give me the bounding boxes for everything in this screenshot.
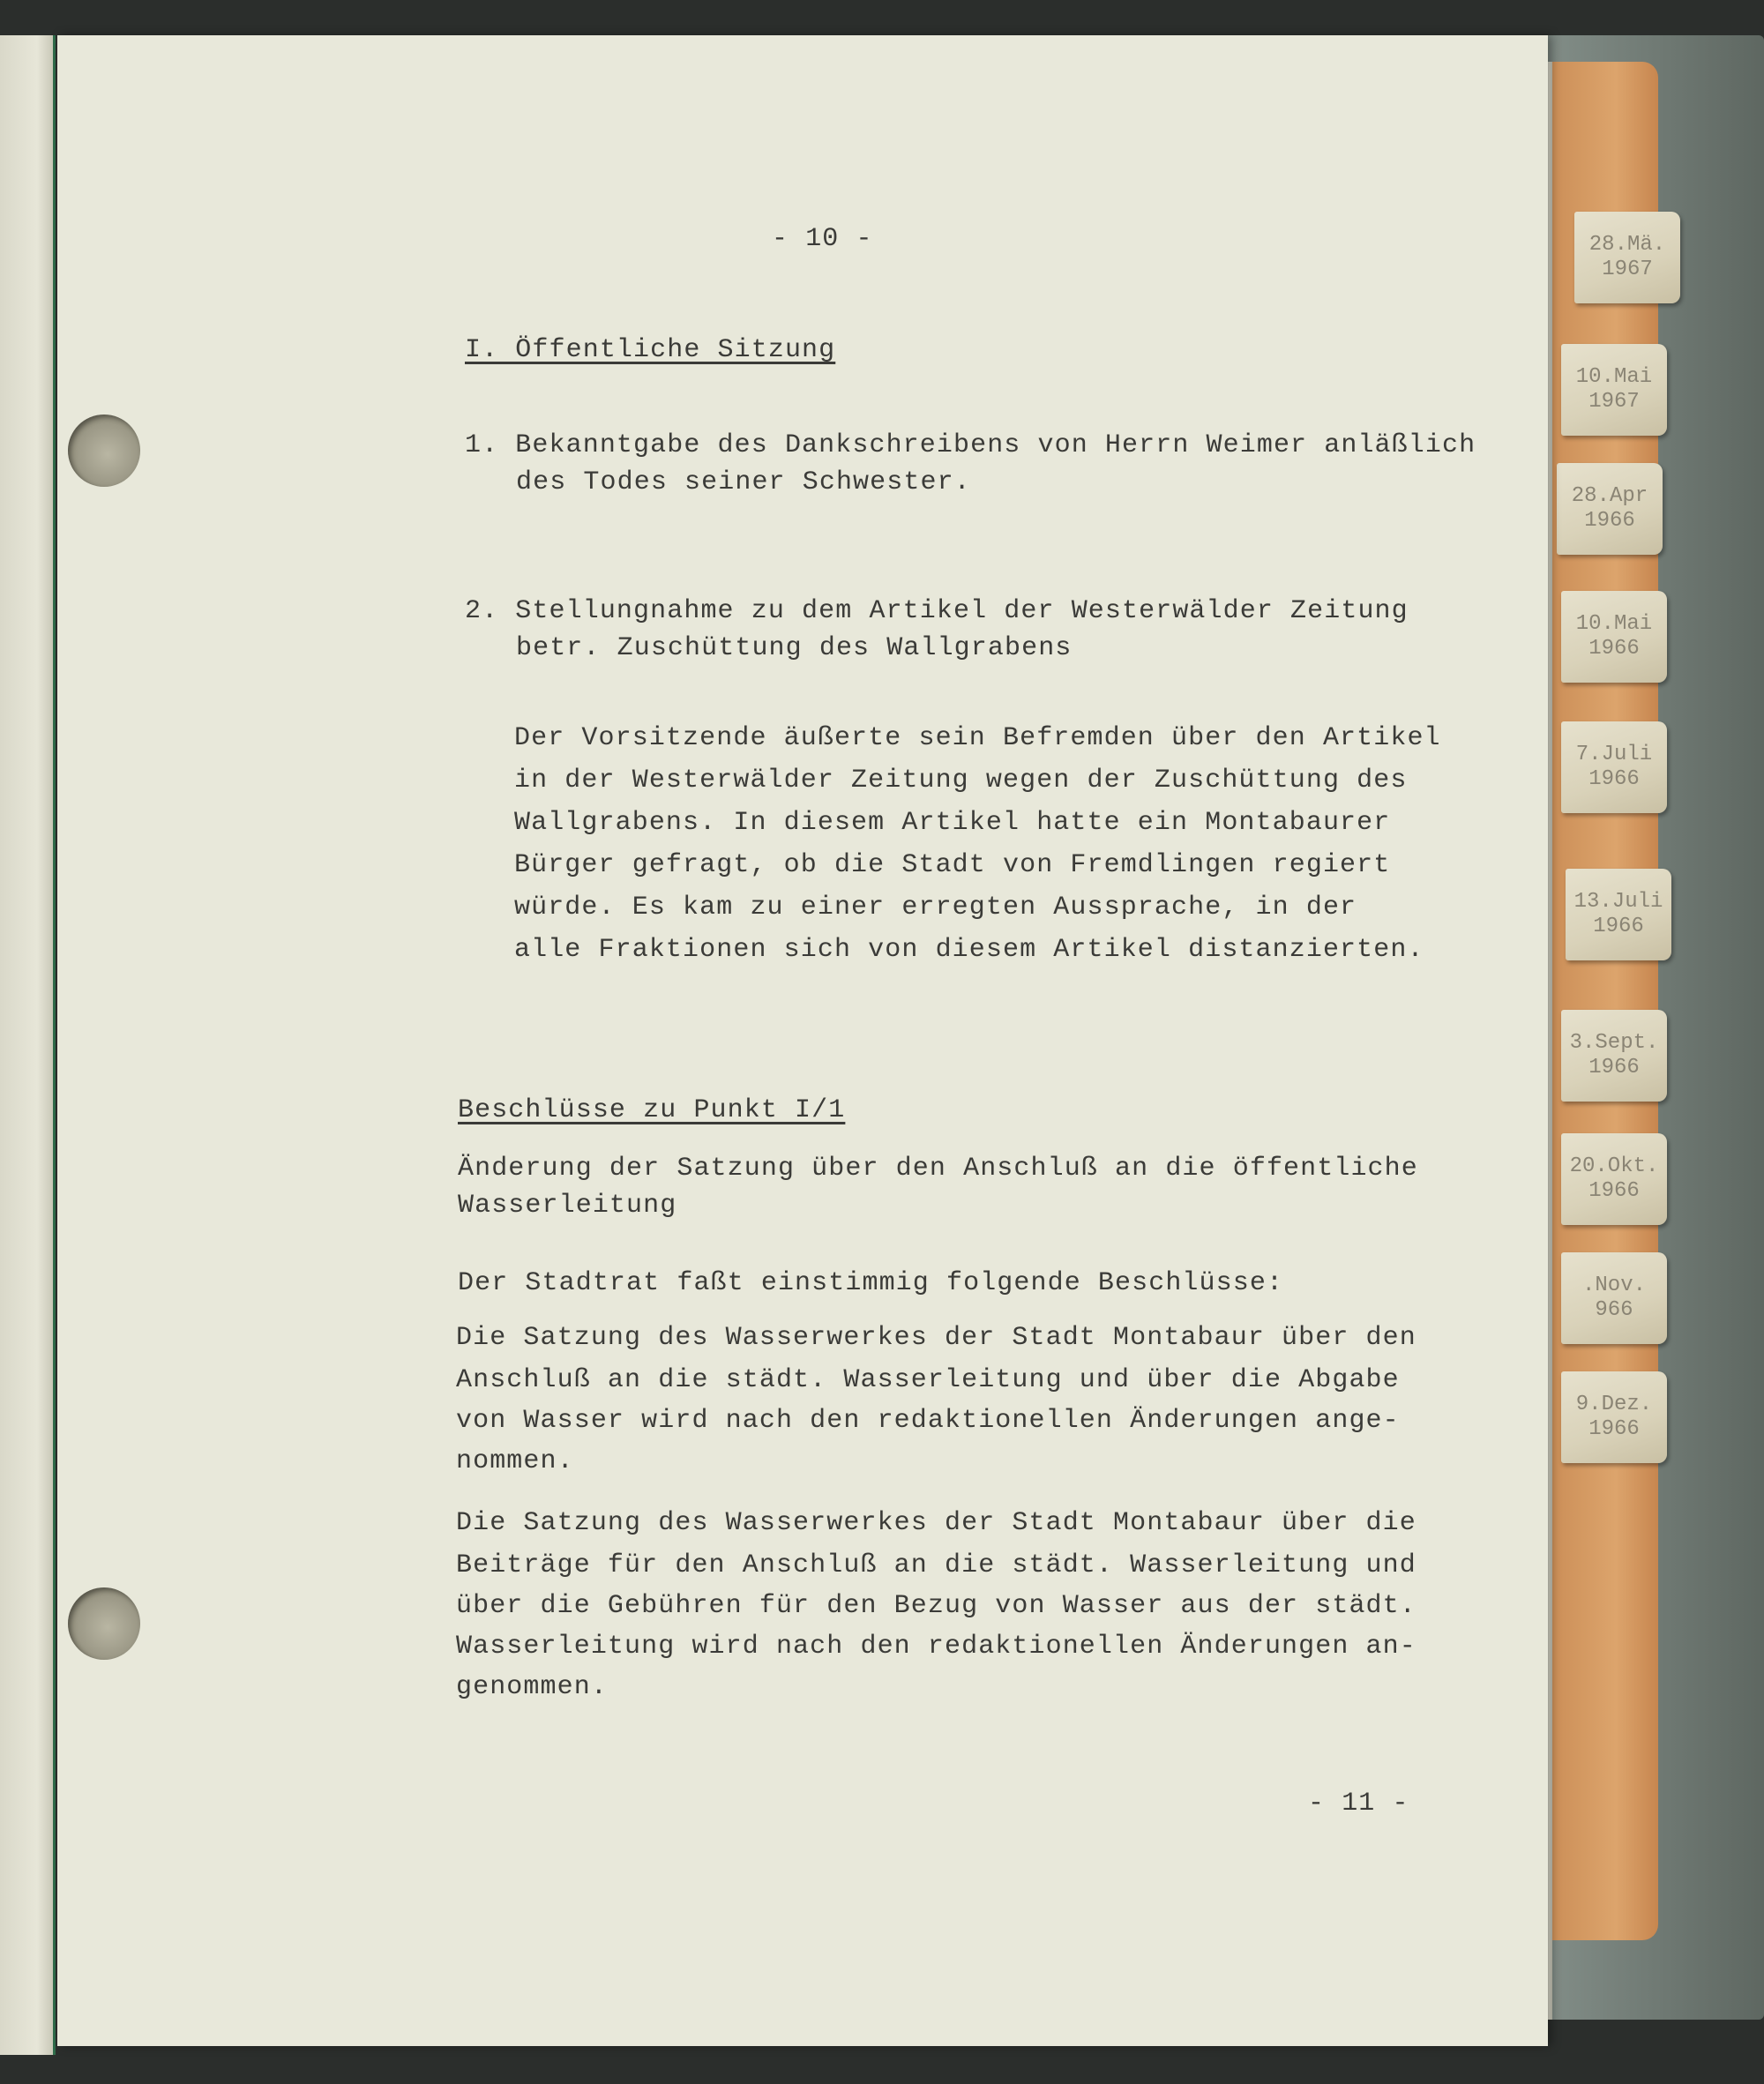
page-number: - 10 -	[772, 224, 873, 254]
item-1-line-2: des Todes seiner Schwester.	[516, 467, 971, 497]
item-2-text-line: in der Westerwälder Zeitung wegen der Zuschüttung des	[514, 766, 1408, 796]
resolution-para-1-line: von Wasser wird nach den redaktionellen Änderungen ange-	[456, 1406, 1400, 1436]
resolution-heading: Beschlüsse zu Punkt I/1	[458, 1095, 846, 1125]
date-tab[interactable]: 7.Juli 1966	[1561, 721, 1667, 813]
date-tab[interactable]: 20.Okt. 1966	[1561, 1133, 1667, 1225]
resolution-subject-line: Änderung der Satzung über den Anschluß an die öffentliche	[458, 1154, 1418, 1184]
resolution-para-1-line: Die Satzung des Wasserwerkes der Stadt Montabaur über den	[456, 1323, 1416, 1353]
section-title: I. Öffentliche Sitzung	[465, 335, 836, 365]
resolution-intro: Der Stadtrat faßt einstimmig folgende Beschlüsse:	[458, 1268, 1284, 1298]
resolution-para-2-line: Die Satzung des Wasserwerkes der Stadt Montabaur über die	[456, 1508, 1416, 1538]
punch-hole-top	[68, 415, 140, 487]
punch-hole-bottom	[68, 1587, 140, 1660]
document-page	[57, 35, 1548, 2046]
date-tab[interactable]: 9.Dez. 1966	[1561, 1371, 1667, 1463]
date-tab[interactable]: 13.Juli 1966	[1566, 869, 1671, 960]
date-tab[interactable]: 28.Mä. 1967	[1574, 212, 1680, 303]
resolution-para-2-line: Beiträge für den Anschluß an die städt. Wasserleitung und	[456, 1550, 1416, 1580]
next-page-marker: - 11 -	[1308, 1789, 1409, 1819]
date-tab[interactable]: 3.Sept. 1966	[1561, 1010, 1667, 1102]
resolution-para-2-line: genommen.	[456, 1672, 608, 1702]
item-2-line-2: betr. Zuschüttung des Wallgrabens	[516, 633, 1073, 663]
resolution-para-2-line: Wasserleitung wird nach den redaktionellen Änderungen an-	[456, 1632, 1416, 1662]
date-tab[interactable]: 28.Apr 1966	[1557, 463, 1663, 555]
item-2-text-line: würde. Es kam zu einer erregten Aussprache, in der	[514, 893, 1357, 922]
item-2-text-line: Bürger gefragt, ob die Stadt von Fremdlingen regiert	[514, 850, 1391, 880]
resolution-para-1-line: nommen.	[456, 1446, 574, 1476]
date-tab[interactable]: 10.Mai 1967	[1561, 344, 1667, 436]
resolution-para-2-line: über die Gebühren für den Bezug von Wasser aus der städt.	[456, 1591, 1416, 1621]
item-1-line-1: 1. Bekanntgabe des Dankschreibens von Herrn Weimer anläßlich	[465, 430, 1476, 460]
item-2-text-line: Wallgrabens. In diesem Artikel hatte ein Montabaurer	[514, 808, 1391, 838]
item-2-text-line: alle Fraktionen sich von diesem Artikel distanzierten.	[514, 935, 1424, 965]
resolution-subject-line: Wasserleitung	[458, 1191, 677, 1221]
item-2-text-line: Der Vorsitzende äußerte sein Befremden über den Artikel	[514, 723, 1441, 753]
left-page-edge	[0, 35, 56, 2055]
item-2-line-1: 2. Stellungnahme zu dem Artikel der Westerwälder Zeitung	[465, 596, 1409, 626]
date-tab[interactable]: 10.Mai 1966	[1561, 591, 1667, 683]
date-tab[interactable]: .Nov. 966	[1561, 1252, 1667, 1344]
resolution-para-1-line: Anschluß an die städt. Wasserleitung und über die Abgabe	[456, 1365, 1400, 1395]
